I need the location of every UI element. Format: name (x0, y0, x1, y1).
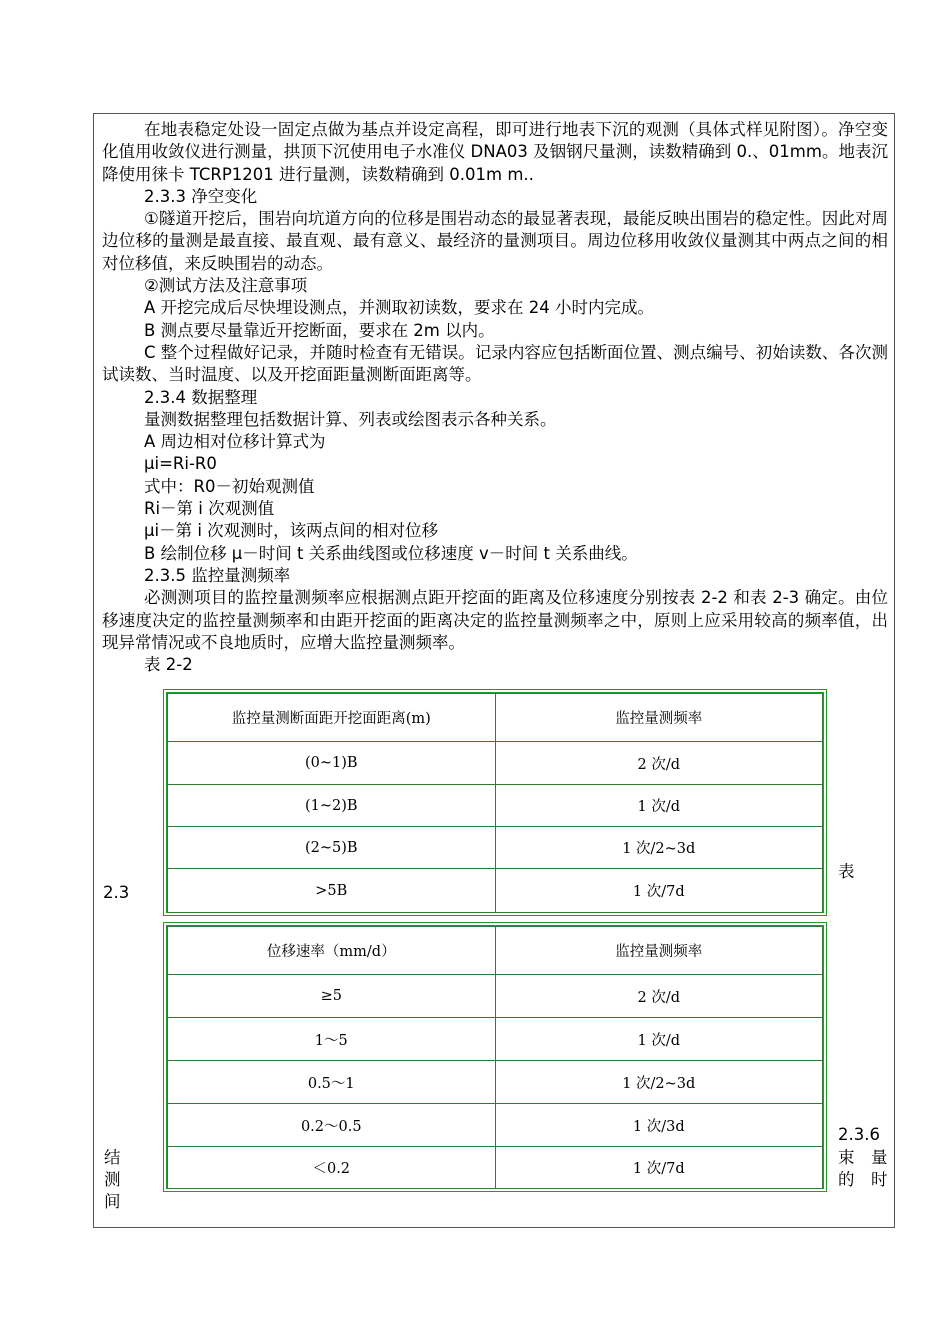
side-fragment-row2: 的 时 (838, 1170, 888, 1189)
table-cell: (2~5)B (168, 827, 496, 869)
table-header-cell: 监控量测频率 (495, 927, 823, 975)
table-row (168, 742, 823, 785)
side-fragment-row1: 束 量 (838, 1148, 888, 1167)
data-processing-intro: 量测数据整理包括数据计算、列表或绘图表示各种关系。 (144, 409, 557, 429)
table-header-cell: 监控量测断面距开挖面距离(m) (168, 694, 496, 742)
formula-intro: A 周边相对位移计算式为 (144, 432, 326, 452)
table-row (168, 785, 823, 827)
table-cell: 1～5 (168, 1018, 496, 1061)
heading-2-3-3: 2.3.3 净空变化 (144, 186, 258, 206)
formula-r0: 式中：R0－初始观测值 (144, 476, 315, 496)
paragraph-displacement: ①隧道开挖后，围岩向坑道方向的位移是围岩动态的最显著表现，最能反映出围岩的稳定性。因此对周边位移的量测是最直接、最直观、最有意义、最经济的量测项目。周边位移用收敛仪量测其中两点之间的相对位移值，来反映围岩的动态。 (102, 209, 888, 273)
table-cell: 0.2～0.5 (168, 1104, 496, 1147)
table-cell: 1 次/7d (495, 869, 823, 913)
table-header-row (168, 694, 823, 742)
body-text (102, 119, 888, 676)
table-cell: 1 次/d (495, 785, 823, 827)
table-row (168, 975, 823, 1018)
heading-2-3-4: 2.3.4 数据整理 (144, 387, 258, 407)
table-header-cell: 位移速率（mm/d） (168, 927, 496, 975)
item-b: B 测点要尽量靠近开挖断面，要求在 2m 以内。 (144, 320, 495, 340)
side-fragment-biao: 表 (838, 862, 855, 881)
formula-mui: μi－第 i 次观测时，该两点间的相对位移 (144, 521, 439, 541)
table-header-cell: 监控量测频率 (495, 694, 823, 742)
table-cell: 1 次/7d (495, 1147, 823, 1189)
table-header-row (168, 927, 823, 975)
table-row (168, 827, 823, 869)
paragraph-frequency: 必测测项目的监控量测频率应根据测点距开挖面的距离及位移速度分别按表 2-2 和表 2-3 确定。由位移速度决定的监控量测频率和由距开挖面的距离决定的监控量测频率之中，原则上应采用较高的频率值，出现异常情况或不良地质时，应增大监控量测频率。 (102, 588, 888, 652)
table-cell: 1 次/2~3d (495, 1061, 823, 1104)
table-cell: 1 次/2~3d (495, 827, 823, 869)
side-fragment-2-3-6: 2.3.6 (838, 1125, 880, 1144)
table-cell: 0.5～1 (168, 1061, 496, 1104)
item-a: A 开挖完成后尽快埋设测点，并测取初读数，要求在 24 小时内完成。 (144, 298, 655, 318)
table-row (168, 1147, 823, 1189)
side-fragment-ce: 测 (104, 1170, 121, 1189)
formula-ri: Ri－第 i 次观测值 (144, 499, 275, 519)
table-cell: 1 次/3d (495, 1104, 823, 1147)
table-velocity-frequency (163, 922, 827, 1192)
table-cell: (0~1)B (168, 742, 496, 785)
table-cell: 1 次/d (495, 1018, 823, 1061)
heading-2-3-5: 2.3.5 监控量测频率 (144, 565, 291, 585)
side-fragment-jie: 结 (104, 1148, 121, 1167)
formula: μi=Ri-R0 (144, 454, 217, 474)
table-cell: >5B (168, 869, 496, 913)
item-c: C 整个过程做好记录，并随时检查有无错误。记录内容应包括断面位置、测点编号、初始读数、各次测试读数、当时温度、以及开挖面距量测断面距离等。 (102, 342, 888, 385)
side-fragment-2-3: 2.3 (103, 883, 130, 902)
side-fragment-jian: 间 (104, 1192, 121, 1211)
table-row (168, 1061, 823, 1104)
table-distance-frequency (163, 689, 827, 916)
item-b-curve: B 绘制位移 μ－时间 t 关系曲线图或位移速度 v－时间 t 关系曲线。 (144, 543, 638, 563)
heading-test-method: ②测试方法及注意事项 (144, 276, 308, 296)
table-cell: ＜0.2 (168, 1147, 496, 1189)
table-2-2-caption: 表 2-2 (144, 655, 193, 675)
table-row (168, 1104, 823, 1147)
table-row (168, 1018, 823, 1061)
table-cell: (1~2)B (168, 785, 496, 827)
table-cell: ≥5 (168, 975, 496, 1018)
table-row (168, 869, 823, 913)
paragraph-survey-method: 在地表稳定处设一固定点做为基点并设定高程，即可进行地表下沉的观测（具体式样见附图）。净空变化值用收敛仪进行测量，拱顶下沉使用电子水准仪 DNA03 及铟钢尺量测，读数精确到 0.、01mm。地表沉降使用徕卡 TCRP1201 进行量测，读数精确到 0.01m m.. (102, 120, 888, 184)
table-cell: 2 次/d (495, 975, 823, 1018)
table-cell: 2 次/d (495, 742, 823, 785)
